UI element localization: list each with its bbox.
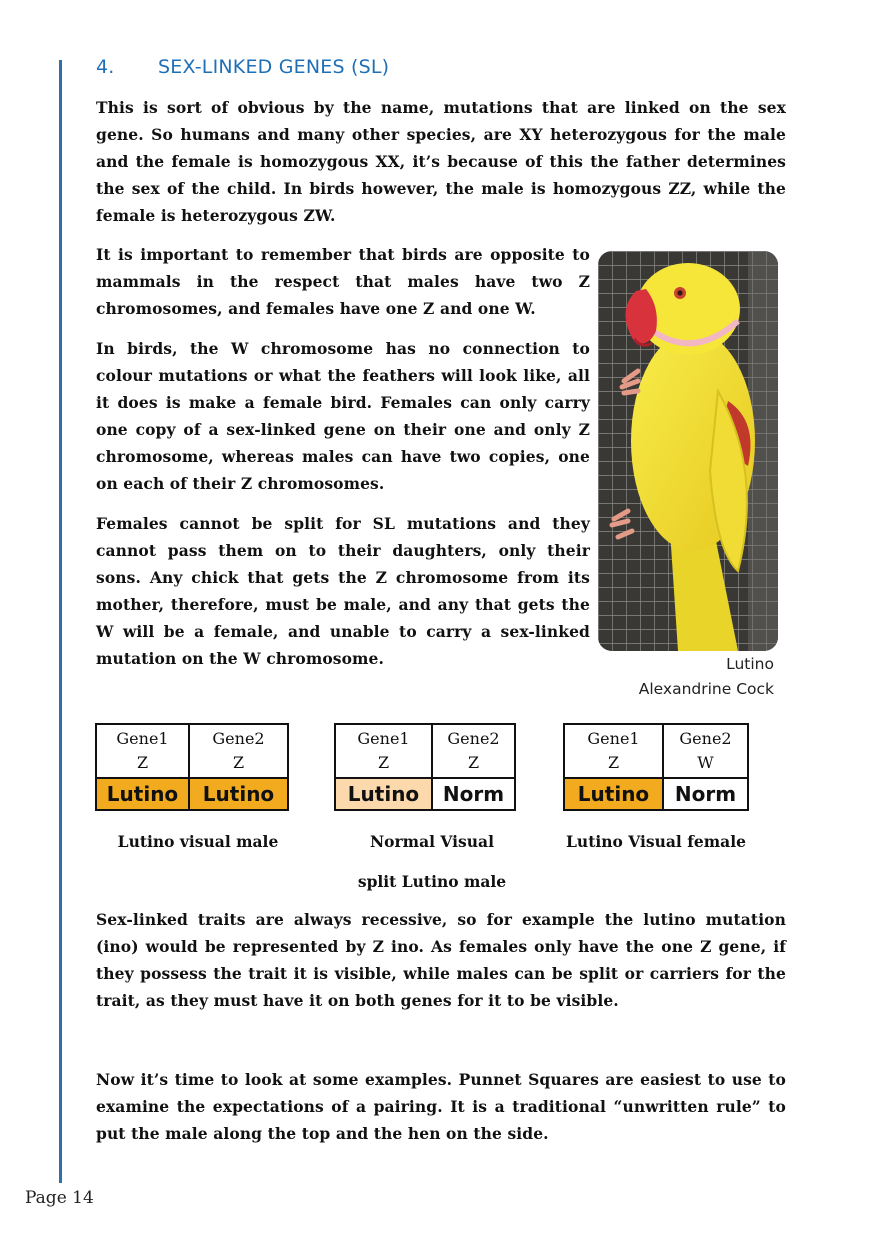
gene-table-split-male <box>334 723 516 811</box>
gene2-chromosome: Z <box>467 753 480 772</box>
gene1-header <box>564 724 663 778</box>
table-caption-line1: Lutino Visual female <box>566 832 746 851</box>
gene-table-lutino-female <box>563 723 749 811</box>
gene2-label: Gene2 <box>679 729 732 748</box>
page-number: Page 14 <box>25 1188 94 1208</box>
margin-rule <box>59 60 62 1183</box>
allele1-cell: Lutino <box>96 778 189 810</box>
table-caption-line1: Normal Visual <box>370 832 494 851</box>
gene1-label: Gene1 <box>116 729 169 748</box>
gene1-chromosome: Z <box>136 753 149 772</box>
gene2-label: Gene2 <box>212 729 265 748</box>
allele1-cell: Lutino <box>335 778 432 810</box>
gene1-header <box>335 724 432 778</box>
table-caption <box>95 822 301 862</box>
paragraph-punnet: Now it’s time to look at some examples. Punnet Squares are easiest to use to examine the expectations of a pairing. It is a traditional “unwritten rule” to put the male along the top and the hen on the side. <box>96 1070 786 1143</box>
gene2-chromosome: W <box>697 753 714 772</box>
gene1-chromosome: Z <box>607 753 620 772</box>
allele2-cell: Lutino <box>189 778 288 810</box>
gene2-header <box>432 724 515 778</box>
gene2-chromosome: Z <box>232 753 245 772</box>
paragraph-intro: This is sort of obvious by the name, mutations that are linked on the sex gene. So humans and many other species, are XY heterozygous for the male and the female is homozygous XX, it’s because of this the father determines the sex of the child. In birds however, the male is homozygous ZZ, while the female is heterozygous ZW. <box>96 98 786 225</box>
gene2-label: Gene2 <box>447 729 500 748</box>
section-number: 4. <box>96 56 115 78</box>
photo-caption-line1: Lutino <box>726 655 774 673</box>
gene2-header <box>189 724 288 778</box>
allele2-cell: Norm <box>432 778 515 810</box>
table-caption <box>550 822 762 862</box>
allele1-cell: Lutino <box>564 778 663 810</box>
gene1-label: Gene1 <box>357 729 410 748</box>
table-caption-line1: Lutino visual male <box>117 832 279 851</box>
gene1-header <box>96 724 189 778</box>
table-caption-line2: split Lutino male <box>357 872 507 891</box>
gene1-chromosome: Z <box>377 753 390 772</box>
table-caption <box>334 822 530 902</box>
lutino-parrot-photo <box>598 251 778 651</box>
section-heading <box>96 56 389 78</box>
gene-table-lutino-male <box>95 723 289 811</box>
paragraph-recessive: Sex-linked traits are always recessive, so for example the lutino mutation (ino) would be represented by Z ino. As females only have the one Z gene, if they possess the trait it is visible, while males can be split or carriers for the trait, as they must have it on both genes for it to be visible. <box>96 910 786 1010</box>
paragraph-w-chromosome: In birds, the W chromosome has no connection to colour mutations or what the feathers will look like, all it does is make a female bird. Females can only carry one copy of a sex-linked gene on their one and only Z chromosome, whereas males can have two copies, one on each of their Z chromosomes. <box>96 339 590 493</box>
section-title: SEX-LINKED GENES (SL) <box>158 56 390 78</box>
paragraph-birds-opposite: It is important to remember that birds are opposite to mammals in the respect that males have two Z chromosomes, and females have one Z and one W. <box>96 245 590 318</box>
allele2-cell: Norm <box>663 778 748 810</box>
paragraph-females-split: Females cannot be split for SL mutations and they cannot pass them on to their daughters, only their sons. Any chick that gets the Z chromosome from its mother, therefore, must be male, and any that gets the W will be a female, and unable to carry a sex-linked mutation on the W chromosome. <box>96 514 590 668</box>
gene2-header <box>663 724 748 778</box>
photo-caption-line2: Alexandrine Cock <box>638 680 774 698</box>
photo-caption <box>639 652 774 702</box>
gene1-label: Gene1 <box>587 729 640 748</box>
